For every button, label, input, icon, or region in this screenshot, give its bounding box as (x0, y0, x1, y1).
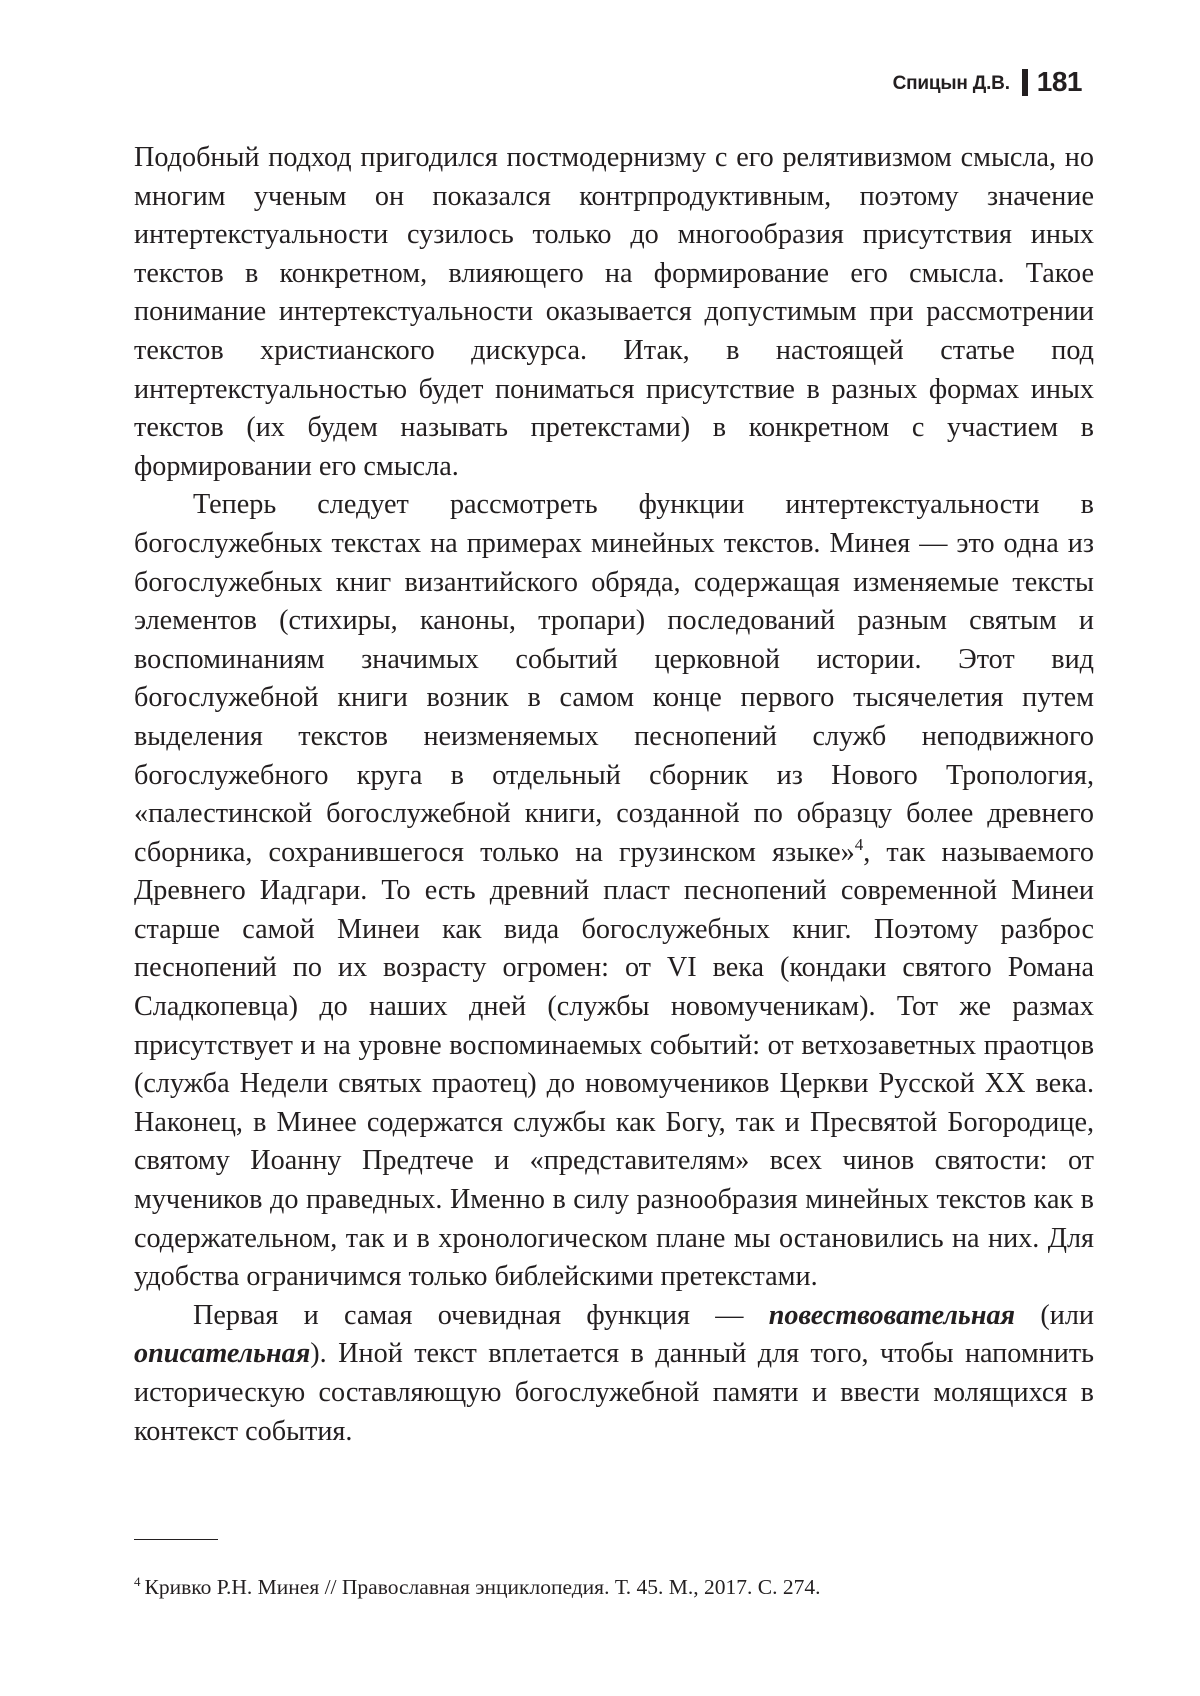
running-header-author: Спицын Д.В. (892, 73, 1010, 94)
main-text (134, 139, 1094, 1451)
paragraph-3-end: ). Иной текст вплетается в данный для того, чтобы напомнить историческую составляющую богослужебной памяти и ввести молящихся в контекст события. (134, 1338, 1094, 1447)
paragraph-1: Подобный подход пригодился постмодернизму с его релятивизмом смысла, но многим ученым он показался контрпродуктивным, поэтому значение интертекстуальности сузилось только до многообразия присутствия иных текстов в конкретном, влияющего на формирование его смысла. Такое понимание интертекстуальности оказывается допустимым при рассмотрении текстов христианского дискурса. Итак, в настоящей статье под интертекстуальностью будет пониматься присутствие в разных формах иных текстов (их будем называть претекстами) в конкретном с участием в формировании его смысла. (134, 142, 1094, 482)
paragraph-3-start: Первая и самая очевидная функция — (193, 1299, 769, 1331)
paragraph-3 (134, 1297, 1094, 1451)
paragraph-2-part-2: , так называемого Древнего Иадгари. То есть древний пласт песнопений современной Минеи старше самой Минеи как вида богослужебных книг. Поэтому разброс песнопений по их возрасту огромен: от VI века (кондаки святого Романа Сладкопевца) до наших дней (службы новомученикам). Тот же размах присутствует и на уровне воспоминаемых событий: от ветхозаветных праотцов (служба Недели святых праотец) до новомучеников Церкви Русской XX века. Наконец, в Минее содержатся службы как Богу, так и Пресвятой Богородице, святому Иоанну Предтече и «представителям» всех чинов святости: от мучеников до праведных. Именно в силу разнообразия минейных текстов как в содержательном, так и в хронологическом плане мы остановились на них. Для удобства ограничимся только библейскими претекстами. (134, 836, 1094, 1293)
paragraph-2 (134, 486, 1094, 1296)
term-descriptive: описательная (134, 1338, 311, 1370)
term-narrative: повествовательная (768, 1299, 1016, 1331)
running-header (893, 66, 1082, 98)
footnote-reference[interactable]: 4 (854, 834, 864, 854)
footnote-number: 4 (134, 1574, 141, 1589)
header-divider-bar (1022, 69, 1028, 96)
paragraph-3-mid: (или (1015, 1299, 1094, 1331)
footnote (134, 1573, 1094, 1601)
paragraph-2-part-1: Теперь следует рассмотреть функции интертекстуальности в богослужебных текстах на примерах минейных текстов. Минея — это одна из богослужебных книг византийского обряда, содержащая изменяемые тексты элементов (стихиры, каноны, тропари) последований разным святым и воспоминаниям значимых событий церковной истории. Этот вид богослужебной книги возник в самом конце первого тысячелетия путем выделения текстов неизменяемых песнопений служб неподвижного богослужебного круга в отдельный сборник из Нового Тропология, «палестинской богослужебной книги, созданной по образцу более древнего сборника, сохранившегося только на грузинском языке» (134, 489, 1094, 868)
footnote-text: Кривко Р.Н. Минея // Православная энциклопедия. Т. 45. М., 2017. С. 274. (144, 1575, 821, 1599)
page-number: 181 (1036, 66, 1082, 97)
footnote-separator (134, 1539, 218, 1540)
